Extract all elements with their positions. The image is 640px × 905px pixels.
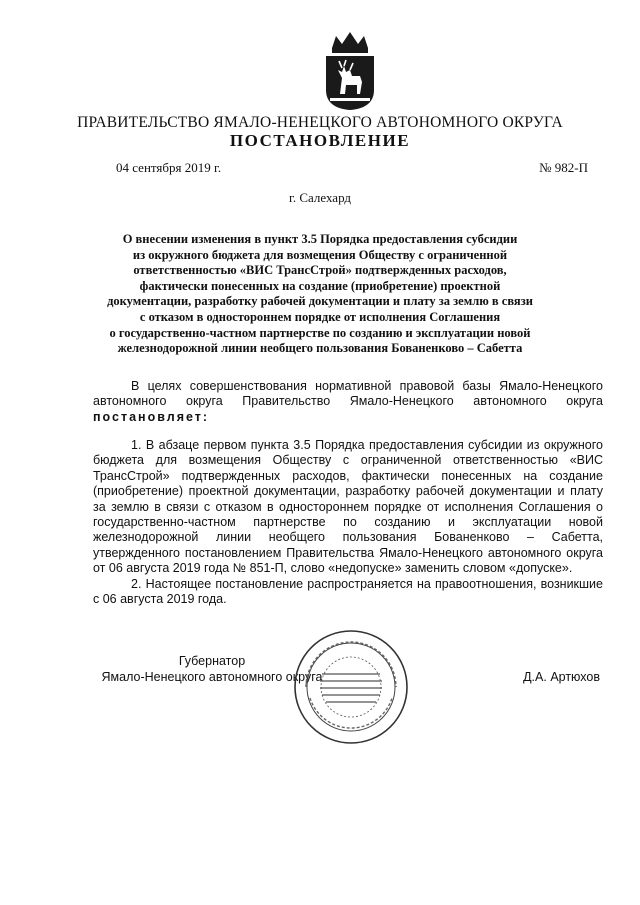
title-line: документации, разработку рабочей документации и плату за землю в связи bbox=[107, 294, 533, 309]
title-line: О внесении изменения в пункт 3.5 Порядка предоставления субсидии bbox=[122, 232, 518, 246]
preamble bbox=[93, 379, 603, 425]
signatory-position-line1: Губернатор bbox=[178, 654, 246, 668]
title-line: железнодорожной линии необщего пользования Бованенково – Сабетта bbox=[117, 341, 523, 356]
preamble-decides: постановляет: bbox=[93, 409, 210, 424]
document-number: № 982-П bbox=[539, 160, 588, 175]
decree-point-1: 1. В абзаце первом пункта 3.5 Порядка предоставления субсидии из окружного бюджета для возмещения Обществу с ограниченной ответственностью «ВИС ТрансСтрой» подтвержденных расходов, фактически понесенных на создание (приобретение) проектной документации, разработку рабочей документации и плату за землю в связи с отказом в одностороннем порядке от исполнения Соглашения о государственно-частном партнерстве по созданию и эксплуатации новой железнодорожной линии необщего пользования Бованенково – Сабетта, утвержденного постановлением Правительства Ямало-Ненецкого автономного округа от 06 августа 2019 года № 851-П, слово «недопуске» заменить словом «допуске». bbox=[93, 438, 603, 576]
coat-of-arms-icon bbox=[320, 30, 380, 112]
decree-point-2: 2. Настоящее постановление распространяется на правоотношения, возникшие с 06 августа 2019 года. bbox=[93, 576, 603, 607]
title-line: фактически понесенных на создание (приобретение) проектной bbox=[139, 278, 501, 293]
government-name: ПРАВИТЕЛЬСТВО ЯМАЛО-НЕНЕЦКОГО АВТОНОМНОГО ОКРУГА bbox=[77, 114, 563, 131]
title-line: о государственно-частном партнерстве по созданию и эксплуатации новой bbox=[109, 325, 531, 340]
preamble-text: В целях совершенствования нормативной правовой базы Ямало-Ненецкого автономного округа Правительство Ямало-Ненецкого автономного округа bbox=[93, 379, 603, 409]
document-title bbox=[90, 232, 550, 357]
title-line: из окружного бюджета для возмещения Обществу с ограниченной bbox=[132, 247, 508, 262]
title-line: с отказом в одностороннем порядке от исполнения Соглашения bbox=[139, 309, 501, 324]
document-city: г. Салехард bbox=[288, 190, 352, 205]
title-line: ответственностью «ВИС ТрансСтрой» подтвержденных расходов, bbox=[133, 263, 507, 278]
decree-points bbox=[93, 438, 603, 607]
official-stamp-icon bbox=[292, 628, 410, 746]
signatory-name: Д.А. Артюхов bbox=[523, 670, 600, 684]
document-type: ПОСТАНОВЛЕНИЕ bbox=[229, 131, 411, 150]
document-date: 04 сентября 2019 г. bbox=[116, 160, 222, 175]
signatory-position-line2: Ямало-Ненецкого автономного округа bbox=[101, 670, 323, 684]
